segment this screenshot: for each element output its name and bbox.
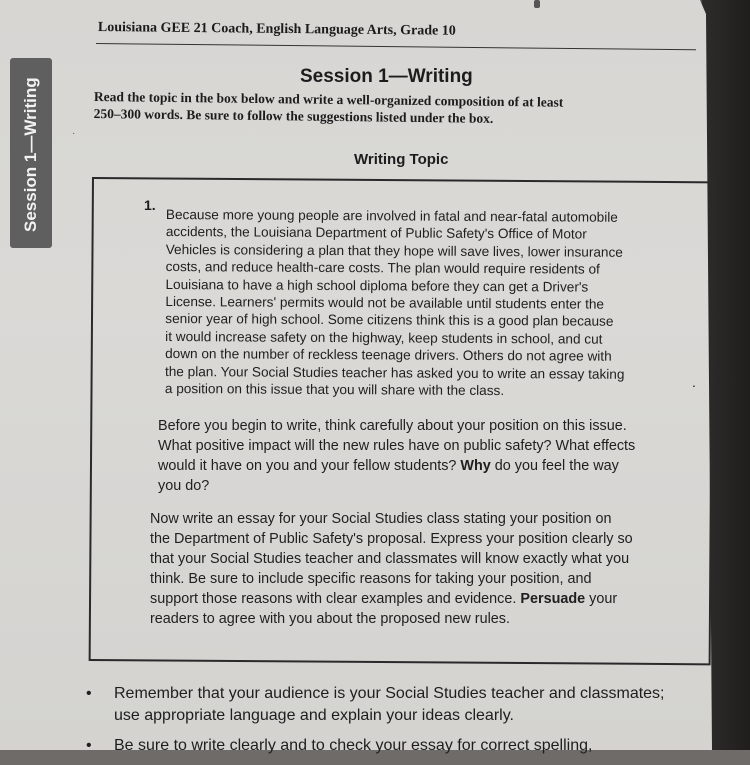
paragraph-line: down on the number of reckless teenage drivers. Others do not agree with (165, 346, 612, 364)
paragraph-line: Because more young people are involved in fatal and near-fatal automobile (165, 206, 618, 225)
instructions-line: 250–300 words. Be sure to follow the suggestions listed under the box. (93, 105, 494, 126)
bullet-icon: • (86, 685, 92, 702)
paragraph-line: What positive impact will the new rules have on public safety? What effects (158, 438, 636, 454)
paragraph-line: Now write an essay for your Social Studies class stating your position on (150, 511, 612, 527)
paragraph-line: accidents, the Louisiana Department of Public Safety's Office of Motor (165, 224, 587, 242)
paragraph-line: the Department of Public Safety's proposal. Express your position clearly so (150, 531, 633, 547)
list-item-line: Be sure to write clearly and to check your essay for correct spelling, (114, 737, 593, 754)
paragraph-line: Vehicles is considering a plan that they hope will save lives, lower insurance (165, 241, 623, 260)
paragraph-line: it would increase safety on the highway, keep students in school, and cut (165, 328, 603, 347)
paragraph-line (158, 456, 698, 476)
paragraph-line: you do? (158, 478, 210, 494)
instructions-line: Read the topic in the box below and write a well-organized composition of at least (93, 88, 564, 110)
topic-paragraph-2 (158, 416, 698, 496)
topic-paragraph-1 (165, 206, 686, 401)
paragraph-line: readers to agree with you about the proposed new rules. (150, 611, 510, 627)
paragraph-line: Louisiana to have a high school diploma before they can get a Driver's (165, 276, 589, 295)
side-tab-label: Session 1—Writing (21, 77, 40, 233)
bullet-icon: • (86, 737, 92, 754)
paragraph-line: senior year of high school. Some citizens think this is a good plan because (165, 311, 614, 330)
paragraph-line (150, 589, 710, 609)
paragraph-text: do you feel the way (490, 458, 619, 474)
paragraph-text: your (585, 591, 618, 607)
paragraph-line: costs, and reduce health-care costs. The plan would require residents of (165, 259, 600, 277)
instructions (94, 88, 684, 129)
list-item (86, 683, 726, 727)
stray-mark: · (72, 128, 76, 139)
list-item-line: use appropriate language and explain your ideas clearly. (114, 707, 514, 724)
session-title: Session 1—Writing (300, 66, 473, 87)
topic-paragraph-3 (150, 509, 710, 629)
paragraph-line: think. Be sure to include specific reasons for taking your position, and (150, 571, 592, 587)
topic-heading: Writing Topic (354, 151, 449, 168)
paragraph-line: a position on this issue that you will share with the class. (164, 381, 505, 399)
paragraph-line: License. Learners' permits would not be available until students enter the (165, 294, 605, 312)
paragraph-line: the plan. Your Social Studies teacher has asked you to write an essay taking (164, 363, 625, 382)
list-item (86, 735, 726, 757)
emphasis-why: Why (460, 458, 491, 474)
emphasis-persuade: Persuade (520, 591, 586, 607)
running-header: Louisiana GEE 21 Coach, English Language Arts, Grade 10 (97, 20, 456, 39)
suggestion-list (86, 683, 726, 765)
paragraph-text: would it have on you and your fellow students? (158, 458, 461, 474)
item-number: 1. (144, 197, 156, 213)
paragraph-text: support those reasons with clear examples and evidence. (150, 591, 521, 607)
paragraph-line: Before you begin to write, think carefully about your position on this issue. (158, 418, 627, 434)
pen-mark (534, 0, 540, 8)
paragraph-line: that your Social Studies teacher and classmates will know exactly what you (150, 551, 630, 567)
list-item-line: Remember that your audience is your Social Studies teacher and classmates; (114, 685, 665, 702)
stray-dot: . (692, 374, 696, 390)
